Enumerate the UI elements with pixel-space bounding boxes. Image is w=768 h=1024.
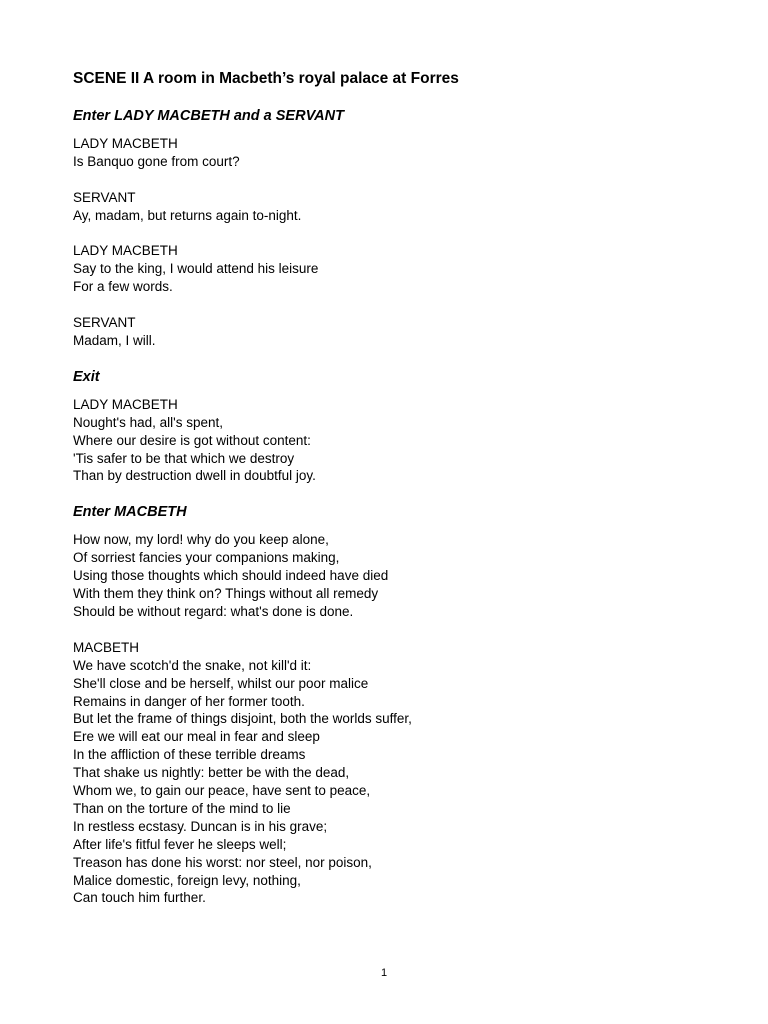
scene-title: SCENE II A room in Macbeth’s royal palace at Forres xyxy=(73,70,459,87)
speech-block xyxy=(73,135,713,171)
speech-line: Nought's had, all's spent, xyxy=(73,414,223,430)
speech-line: Can touch him further. xyxy=(73,890,206,906)
speech-block xyxy=(73,531,713,621)
speech-line: Is Banquo gone from court? xyxy=(73,153,240,169)
stage-direction-enter-lady-macbeth: Enter LADY MACBETH and a SERVANT xyxy=(73,108,344,124)
speech-line: But let the frame of things disjoint, both the worlds suffer, xyxy=(73,711,412,727)
speech-line: Than by destruction dwell in doubtful joy. xyxy=(73,468,316,484)
stage-direction-exit: Exit xyxy=(73,368,100,385)
speech-line: Ere we will eat our meal in fear and sleep xyxy=(73,729,320,745)
page-number: 1 xyxy=(380,967,388,979)
speech-line: Ay, madam, but returns again to-night. xyxy=(73,207,302,223)
speech-line: Remains in danger of her former tooth. xyxy=(73,693,305,709)
speech-line: In restless ecstasy. Duncan is in his grave; xyxy=(73,818,328,834)
speech-line: After life's fitful fever he sleeps well; xyxy=(73,836,287,852)
speech-line: In the affliction of these terrible dreams xyxy=(73,747,306,763)
speaker-name: MACBETH xyxy=(73,639,140,655)
speech-block xyxy=(73,639,713,908)
speaker-name: SERVANT xyxy=(73,189,136,205)
speech-line: 'Tis safer to be that which we destroy xyxy=(73,450,295,466)
page-content xyxy=(73,68,713,907)
speech-line: How now, my lord! why do you keep alone, xyxy=(73,532,329,548)
speech-line: That shake us nightly: better be with the dead, xyxy=(73,765,350,781)
speech-line: For a few words. xyxy=(73,279,173,295)
speech-block xyxy=(73,242,713,296)
speech-block xyxy=(73,396,713,486)
speech-line: She'll close and be herself, whilst our poor malice xyxy=(73,675,369,691)
speech-line: Whom we, to gain our peace, have sent to peace, xyxy=(73,783,371,799)
speech-line: Treason has done his worst: nor steel, nor poison, xyxy=(73,854,372,870)
speech-line: Should be without regard: what's done is done. xyxy=(73,603,354,619)
speech-block xyxy=(73,189,713,225)
speech-line: Than on the torture of the mind to lie xyxy=(73,800,291,816)
speech-line: We have scotch'd the snake, not kill'd it: xyxy=(73,657,312,673)
speaker-name: LADY MACBETH xyxy=(73,396,178,412)
speech-line: Madam, I will. xyxy=(73,332,156,348)
speech-line: Malice domestic, foreign levy, nothing, xyxy=(73,872,301,888)
speech-line: With them they think on? Things without all remedy xyxy=(73,586,379,602)
speech-line: Say to the king, I would attend his leisure xyxy=(73,261,319,277)
speaker-name: SERVANT xyxy=(73,315,136,331)
speech-line: Where our desire is got without content: xyxy=(73,432,311,448)
stage-direction-enter-macbeth: Enter MACBETH xyxy=(73,504,187,521)
speech-line: Using those thoughts which should indeed have died xyxy=(73,568,389,584)
speaker-name: LADY MACBETH xyxy=(73,243,178,259)
speech-line: Of sorriest fancies your companions making, xyxy=(73,550,340,566)
speaker-name: LADY MACBETH xyxy=(73,136,178,151)
speech-block xyxy=(73,314,713,350)
